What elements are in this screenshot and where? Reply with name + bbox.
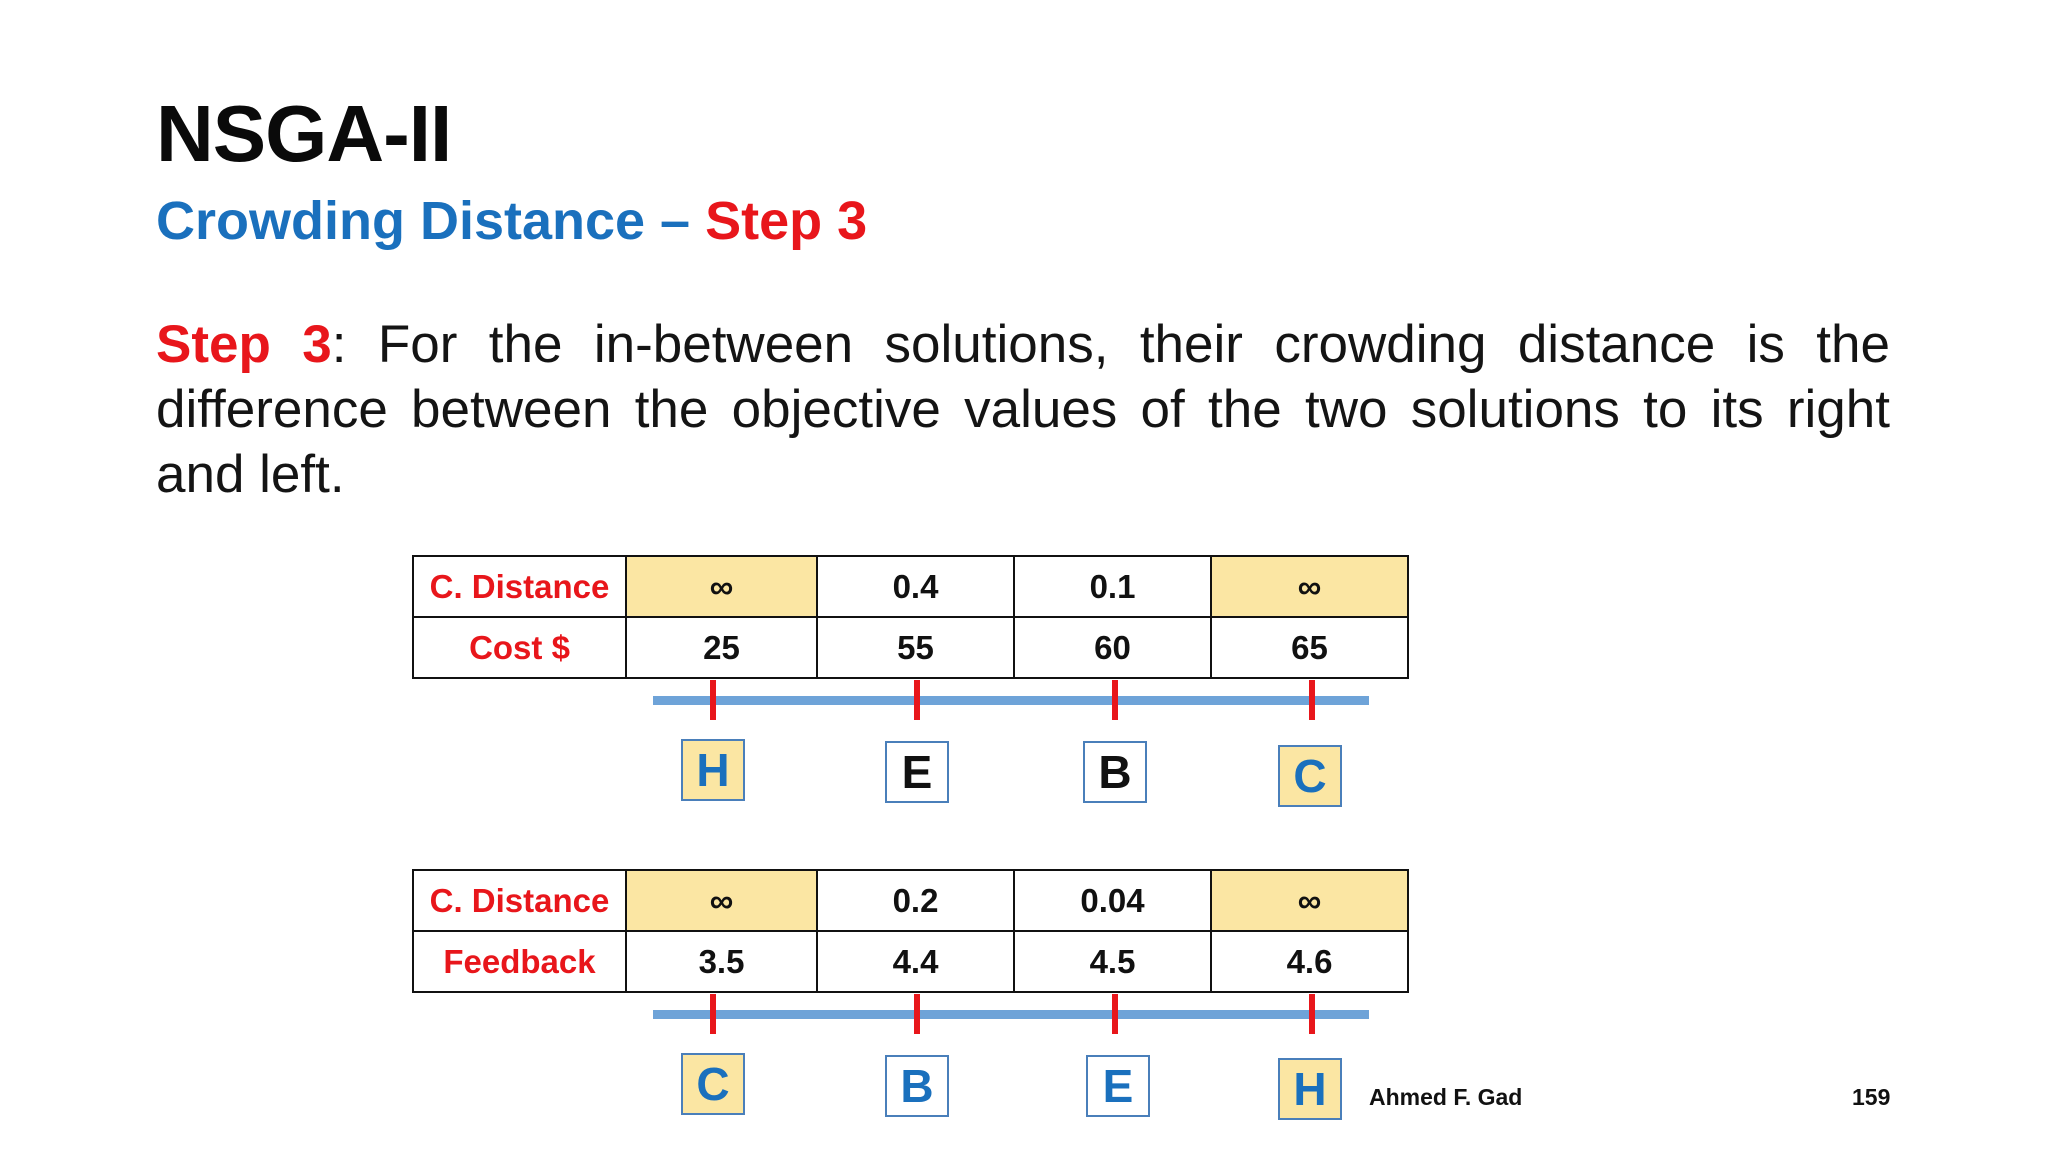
cost-cell: 65 bbox=[1211, 617, 1408, 678]
footer-author: Ahmed F. Gad bbox=[1369, 1084, 1523, 1110]
step-description bbox=[156, 312, 1890, 507]
distance-cell: ∞ bbox=[626, 556, 817, 617]
step-text: : For the in-between solutions, their crowding distance is the difference between the objective values of the two solutions to its right and left. bbox=[156, 315, 1890, 504]
feedback-axis-line bbox=[653, 1010, 1369, 1019]
slide-subtitle bbox=[156, 190, 867, 252]
feedback-cell: 3.5 bbox=[626, 931, 817, 992]
feedback-cell: 4.5 bbox=[1014, 931, 1211, 992]
cost-crowding-table bbox=[412, 555, 1409, 679]
distance-cell: ∞ bbox=[1211, 870, 1408, 931]
feedback-tick bbox=[1112, 994, 1118, 1034]
cost-tick bbox=[710, 680, 716, 720]
feedback-cell: 4.4 bbox=[817, 931, 1014, 992]
cost-cell: 25 bbox=[626, 617, 817, 678]
slide-title: NSGA-II bbox=[156, 89, 452, 178]
distance-cell: 0.4 bbox=[817, 556, 1014, 617]
solution-label-box: H bbox=[681, 739, 745, 801]
cost-axis-line bbox=[653, 696, 1369, 705]
subtitle-topic: Crowding Distance – bbox=[156, 191, 706, 251]
table-row bbox=[413, 931, 1408, 992]
distance-cell: ∞ bbox=[1211, 556, 1408, 617]
feedback-cell: 4.6 bbox=[1211, 931, 1408, 992]
page-number: 159 bbox=[1852, 1084, 1891, 1110]
distance-cell: ∞ bbox=[626, 870, 817, 931]
cost-tick bbox=[1309, 680, 1315, 720]
feedback-tick bbox=[914, 994, 920, 1034]
solution-label-box: C bbox=[681, 1053, 745, 1115]
step-label: Step 3 bbox=[156, 315, 332, 374]
distance-cell: 0.2 bbox=[817, 870, 1014, 931]
row-label-distance: C. Distance bbox=[413, 556, 626, 617]
row-label-distance: C. Distance bbox=[413, 870, 626, 931]
feedback-tick bbox=[710, 994, 716, 1034]
cost-cell: 55 bbox=[817, 617, 1014, 678]
table-row bbox=[413, 556, 1408, 617]
solution-label-box: H bbox=[1278, 1058, 1342, 1120]
cost-tick bbox=[914, 680, 920, 720]
solution-label-box: E bbox=[885, 741, 949, 803]
subtitle-step: Step 3 bbox=[705, 191, 868, 251]
table-row bbox=[413, 617, 1408, 678]
distance-cell: 0.1 bbox=[1014, 556, 1211, 617]
table-row bbox=[413, 870, 1408, 931]
solution-label-box: C bbox=[1278, 745, 1342, 807]
feedback-tick bbox=[1309, 994, 1315, 1034]
cost-tick bbox=[1112, 680, 1118, 720]
distance-cell: 0.04 bbox=[1014, 870, 1211, 931]
row-label-feedback: Feedback bbox=[413, 931, 626, 992]
solution-label-box: B bbox=[885, 1055, 949, 1117]
feedback-crowding-table bbox=[412, 869, 1409, 993]
cost-cell: 60 bbox=[1014, 617, 1211, 678]
solution-label-box: E bbox=[1086, 1055, 1150, 1117]
solution-label-box: B bbox=[1083, 741, 1147, 803]
row-label-cost: Cost $ bbox=[413, 617, 626, 678]
